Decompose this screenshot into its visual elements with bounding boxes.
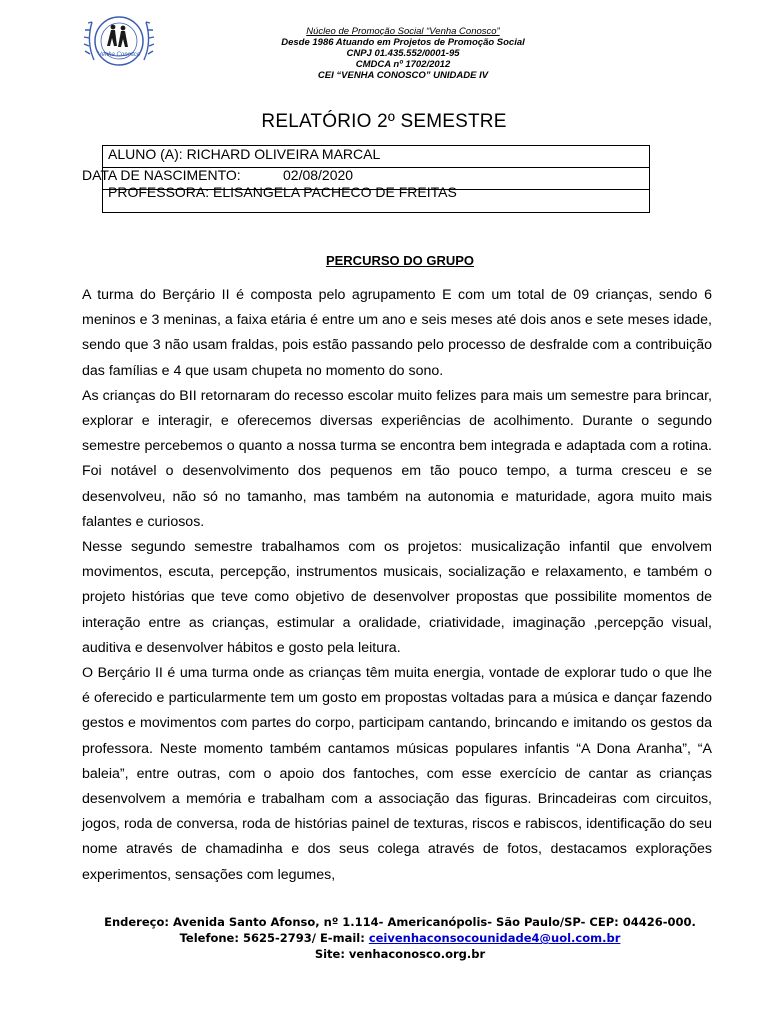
footer-site: Site: venhaconosco.org.br	[314, 947, 486, 961]
section-title: PERCURSO DO GRUPO	[325, 253, 475, 268]
header-cnpj: CNPJ 01.435.552/0001-95	[346, 48, 460, 59]
paragraph: O Berçário II é uma turma onde as crianças têm muita energia, vontade de explorar tudo o que lhe é oferecido e particularmente tem um gosto em propostas voltadas para a música e dançar fazendo gestos e movimentos com partes do corpo, participam cantando, brincando e imitando os gestos da professora. Neste momento também cantamos músicas populares infantis “A Dona Aranha”, “A baleia”, entre outras, com o apoio dos fantoches, com esse exercício de cantar as crianças desenvolvem a memória e trabalham com a associação das figuras. Brincadeiras com circuitos, jogos, roda de conversa, roda de histórias painel de texturas, riscos e rabiscos, identificação do seu nome através de chamadinha e dos seus colega através de fotos, destacamos explorações experimentos, sensações com legumes,	[82, 665, 712, 883]
student-name: ALUNO (A): RICHARD OLIVEIRA MARCAL	[108, 146, 381, 162]
document-footer	[0, 914, 768, 962]
paragraph: A turma do Berçário II é composta pelo agrupamento E com um total de 09 crianças, sendo 6 meninos e 3 meninas, a faixa etária é entre um ano e seis meses até dois anos e sete meses idade, sendo que 3 não usam fraldas, pois estão passando pelo processo de desfralde com a contribuição das famílias e 4 que usam chupeta no momento do sono.	[82, 287, 712, 379]
paragraph: Nesse segundo semestre trabalhamos com os projetos: musicalização infantil que envolvem movimentos, escuta, percepção, instrumentos musicais, socialização e relaxamento, e também o projeto histórias que teve como objetivo de desenvolver propostas que possibilite momentos de interação entre as crianças, estimular a oralidade, criatividade, imaginação ,percepção visual, auditiva e desenvolver hábitos e gosto pela leitura.	[82, 539, 712, 656]
birth-date-value: 02/08/2020	[283, 167, 354, 183]
header-org-name: Núcleo de Promoção Social “Venha Conosco”	[306, 26, 500, 37]
document-header	[240, 26, 566, 81]
logo-text: Venha Conosco	[97, 52, 141, 58]
teacher-name: PROFESSORA: ELISANGELA PACHECO DE FREITAS	[108, 184, 457, 200]
teacher-row	[103, 184, 649, 205]
report-title: RELATÓRIO 2º SEMESTRE	[261, 111, 507, 132]
footer-address: Endereço: Avenida Santo Afonso, nº 1.114- Americanópolis- São Paulo/SP- CEP: 04426-000.	[104, 915, 696, 929]
footer-phone: Telefone: 5625-2793/ E-mail:	[179, 931, 369, 945]
header-since: Desde 1986 Atuando em Projetos de Promoção Social	[281, 37, 525, 48]
footer-email-link[interactable]: ceivenhaconsocounidade4@uol.com.br	[368, 931, 621, 945]
birth-date-label: DATA DE NASCIMENTO:	[82, 167, 241, 183]
paragraph: As crianças do BII retornaram do recesso escolar muito felizes para mais um semestre para brincar, explorar e interagir, e oferecemos diversas experiências de acolhimento. Durante o segundo semestre percebemos o quanto a nossa turma se encontra bem integrada e adaptada com a rotina. Foi notável o desenvolvimento dos pequenos em tão pouco tempo, a turma cresceu e se desenvolveu, não só no tamanho, mas também na autonomia e maturidade, agora muito mais falantes e curiosos.	[82, 387, 712, 530]
report-body	[82, 283, 712, 888]
institution-logo	[80, 2, 158, 80]
header-cmdca: CMDCA nº 1702/2012	[355, 59, 451, 70]
student-name-row	[103, 146, 649, 168]
header-unit: CEI “VENHA CONOSCO” UNIDADE IV	[317, 70, 489, 81]
footer-contact	[0, 930, 768, 946]
